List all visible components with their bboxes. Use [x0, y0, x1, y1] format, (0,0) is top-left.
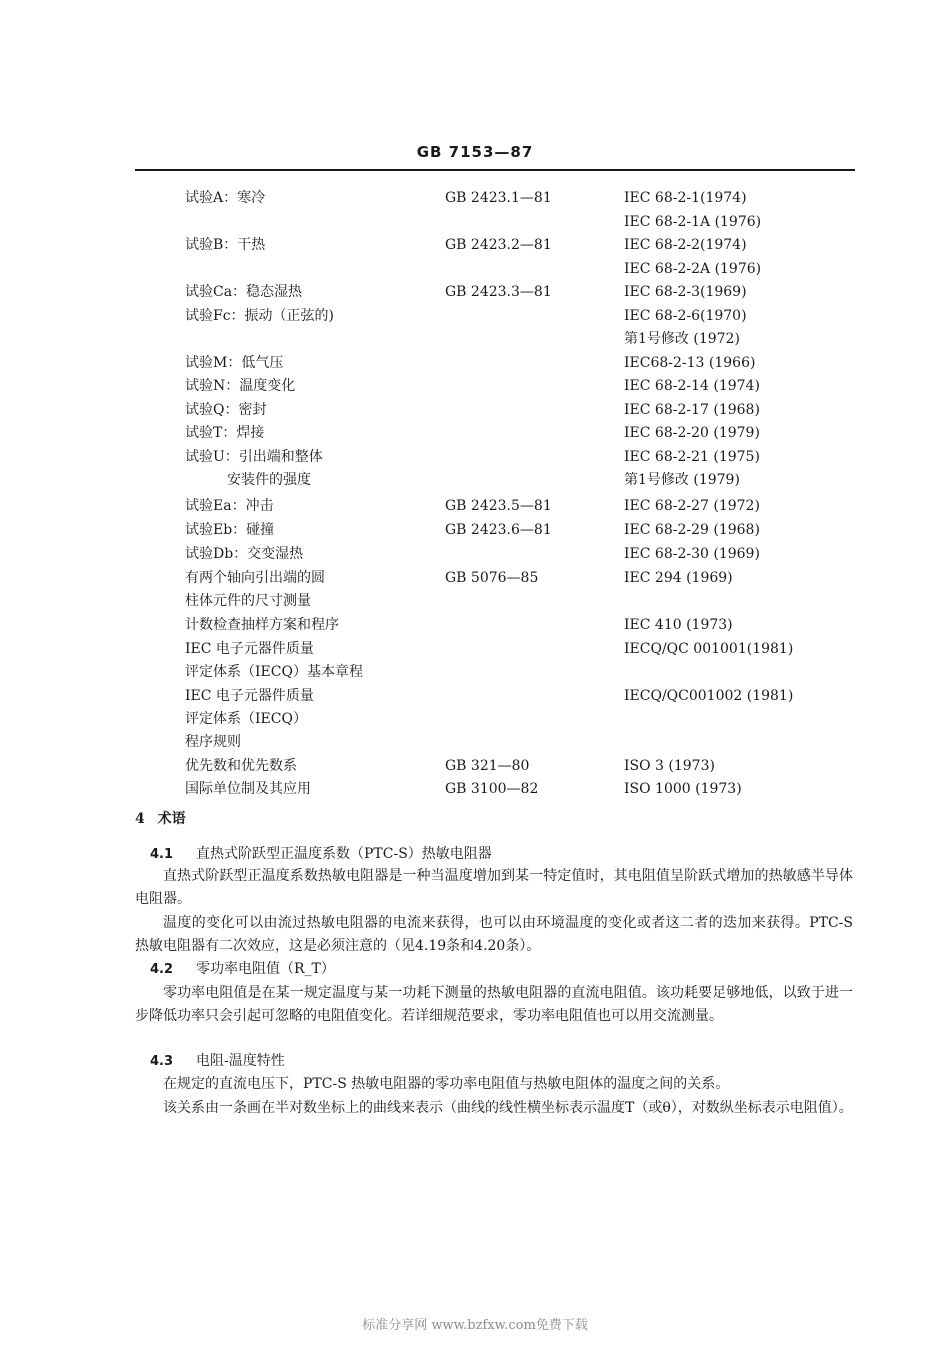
ref-test-name: 评定体系（IECQ）基本章程	[185, 664, 363, 680]
ref-row	[0, 543, 950, 566]
ref-test-name: 试验Fc：振动（正弦的)	[185, 308, 335, 324]
subsection-title: 电阻-温度特性	[196, 1053, 285, 1069]
ref-test-name: 试验B：干热	[185, 237, 266, 253]
ref-iec-standard: IEC 68-2-27 (1972)	[624, 498, 760, 514]
ref-iec-standard: IEC 68-2-30 (1969)	[624, 546, 760, 562]
ref-test-name: 试验U：引出端和整体	[185, 449, 323, 465]
subsection-4-3-heading	[150, 1050, 285, 1070]
ref-iec-standard: IEC 68-2-29 (1968)	[624, 522, 760, 538]
section-title: 术语	[157, 811, 186, 827]
subsection-number: 4.3	[150, 1054, 174, 1069]
subsection-number: 4.1	[150, 847, 174, 862]
subsection-title: 直热式阶跃型正温度系数（PTC-S）热敏电阻器	[196, 846, 492, 862]
ref-gb-standard: GB 2423.1—81	[445, 190, 552, 206]
ref-test-name: 优先数和优先数系	[185, 758, 297, 774]
ref-iec-standard: IEC 68-2-17 (1968)	[624, 402, 760, 418]
ref-test-name: 试验M：低气压	[185, 355, 284, 371]
paragraph: 零功率电阻值是在某一规定温度与某一功耗下测量的热敏电阻器的直流电阻值。该功耗要足够地低，以致于进一步降低功率只会引起可忽略的电阻值变化。若详细规范要求，零功率电阻值也可以用交流测量。	[135, 985, 853, 1024]
ref-test-name: 试验Db：交变湿热	[185, 546, 304, 562]
ref-iec-standard: IEC 68-2-1(1974)	[624, 190, 747, 206]
paragraph: 温度的变化可以由流过热敏电阻器的电流来获得，也可以由环境温度的变化或者这二者的迭加来获得。PTC-S 热敏电阻器有二次效应，这是必须注意的（见4.19条和4.20条）。	[135, 915, 853, 954]
ref-iec-standard: IEC 410 (1973)	[624, 617, 733, 633]
ref-test-name: 评定体系（IECQ）	[185, 711, 307, 727]
ref-row	[0, 685, 950, 708]
ref-gb-standard: GB 3100—82	[445, 781, 539, 797]
ref-iec-standard: IECQ/QC 001001(1981)	[624, 641, 794, 657]
header-rule	[135, 169, 855, 171]
ref-row	[0, 258, 950, 281]
watermark-footer: 标准分享网 www.bzfxw.com免费下载	[362, 1318, 588, 1333]
ref-iec-standard: 第1号修改 (1972)	[624, 331, 740, 347]
ref-test-name: 试验T：焊接	[185, 425, 265, 441]
ref-gb-standard: GB 2423.6—81	[445, 522, 552, 538]
ref-row	[0, 422, 950, 445]
ref-row	[0, 281, 950, 304]
ref-iec-standard: IEC 68-2-3(1969)	[624, 284, 747, 300]
ref-test-name: 试验N：温度变化	[185, 378, 296, 394]
ref-iec-standard: IEC 68-2-2A (1976)	[624, 261, 762, 277]
subsection-4-1-heading	[150, 843, 492, 863]
ref-iec-standard: IEC 68-2-20 (1979)	[624, 425, 760, 441]
ref-row	[0, 661, 950, 684]
ref-row	[0, 495, 950, 518]
standard-number-header: GB 7153—87	[416, 143, 534, 161]
ref-test-name: 试验Ea：冲击	[185, 498, 274, 514]
ref-test-name: 有两个轴向引出端的圆	[185, 570, 325, 586]
ref-row	[0, 755, 950, 778]
ref-iec-standard: IEC68-2-13 (1966)	[624, 355, 756, 371]
subsection-4-2-heading	[150, 958, 335, 978]
ref-iec-standard: IEC 68-2-21 (1975)	[624, 449, 760, 465]
ref-iec-standard: IEC 68-2-6(1970)	[624, 308, 747, 324]
ref-row	[0, 211, 950, 234]
ref-iec-standard: IEC 68-2-1A (1976)	[624, 214, 762, 230]
ref-test-name: IEC 电子元器件质量	[185, 688, 314, 704]
ref-test-name: IEC 电子元器件质量	[185, 641, 314, 657]
ref-test-name: 国际单位制及其应用	[185, 781, 311, 797]
ref-test-name: 计数检查抽样方案和程序	[185, 617, 339, 633]
ref-gb-standard: GB 2423.2—81	[445, 237, 552, 253]
ref-row	[0, 567, 950, 590]
ref-iec-standard: ISO 1000 (1973)	[624, 781, 742, 797]
ref-row	[0, 731, 950, 754]
section-number: 4	[135, 811, 145, 827]
ref-row	[0, 638, 950, 661]
ref-row	[0, 590, 950, 613]
ref-test-name: 安装件的强度	[185, 472, 311, 488]
ref-row	[0, 708, 950, 731]
ref-row	[0, 187, 950, 210]
ref-test-name: 程序规则	[185, 734, 241, 750]
subsection-number: 4.2	[150, 962, 174, 977]
ref-iec-standard: IEC 294 (1969)	[624, 570, 733, 586]
ref-gb-standard: GB 2423.5—81	[445, 498, 552, 514]
ref-iec-standard: ISO 3 (1973)	[624, 758, 715, 774]
ref-test-name: 试验Ca：稳态湿热	[185, 284, 303, 300]
ref-gb-standard: GB 5076—85	[445, 570, 539, 586]
ref-test-name: 试验Q：密封	[185, 402, 267, 418]
ref-row	[0, 328, 950, 351]
ref-iec-standard: 第1号修改 (1979)	[624, 472, 740, 488]
ref-row	[0, 614, 950, 637]
ref-gb-standard: GB 2423.3—81	[445, 284, 552, 300]
paragraph: 该关系由一条画在半对数坐标上的曲线来表示（曲线的线性横坐标表示温度T（或θ），对数纵坐标表示电阻值）。	[163, 1100, 853, 1116]
ref-test-name: 柱体元件的尺寸测量	[185, 593, 311, 609]
ref-row	[0, 399, 950, 422]
ref-iec-standard: IEC 68-2-14 (1974)	[624, 378, 760, 394]
ref-row	[0, 469, 950, 492]
ref-test-name: 试验Eb：碰撞	[185, 522, 275, 538]
ref-row	[0, 446, 950, 469]
ref-gb-standard: GB 321—80	[445, 758, 530, 774]
paragraph: 在规定的直流电压下，PTC-S 热敏电阻器的零功率电阻值与热敏电阻体的温度之间的关系。	[163, 1076, 730, 1092]
ref-row	[0, 778, 950, 801]
ref-row	[0, 352, 950, 375]
subsection-title: 零功率电阻值（R_T）	[196, 961, 335, 977]
ref-iec-standard: IEC 68-2-2(1974)	[624, 237, 747, 253]
ref-row	[0, 375, 950, 398]
section-4-heading	[135, 808, 186, 828]
ref-row	[0, 305, 950, 328]
paragraph: 直热式阶跃型正温度系数热敏电阻器是一种当温度增加到某一特定值时，其电阻值呈阶跃式增加的热敏感半导体电阻器。	[135, 868, 853, 907]
ref-row	[0, 234, 950, 257]
ref-test-name: 试验A：寒冷	[185, 190, 266, 206]
ref-iec-standard: IECQ/QC001002 (1981)	[624, 688, 794, 704]
ref-row	[0, 519, 950, 542]
